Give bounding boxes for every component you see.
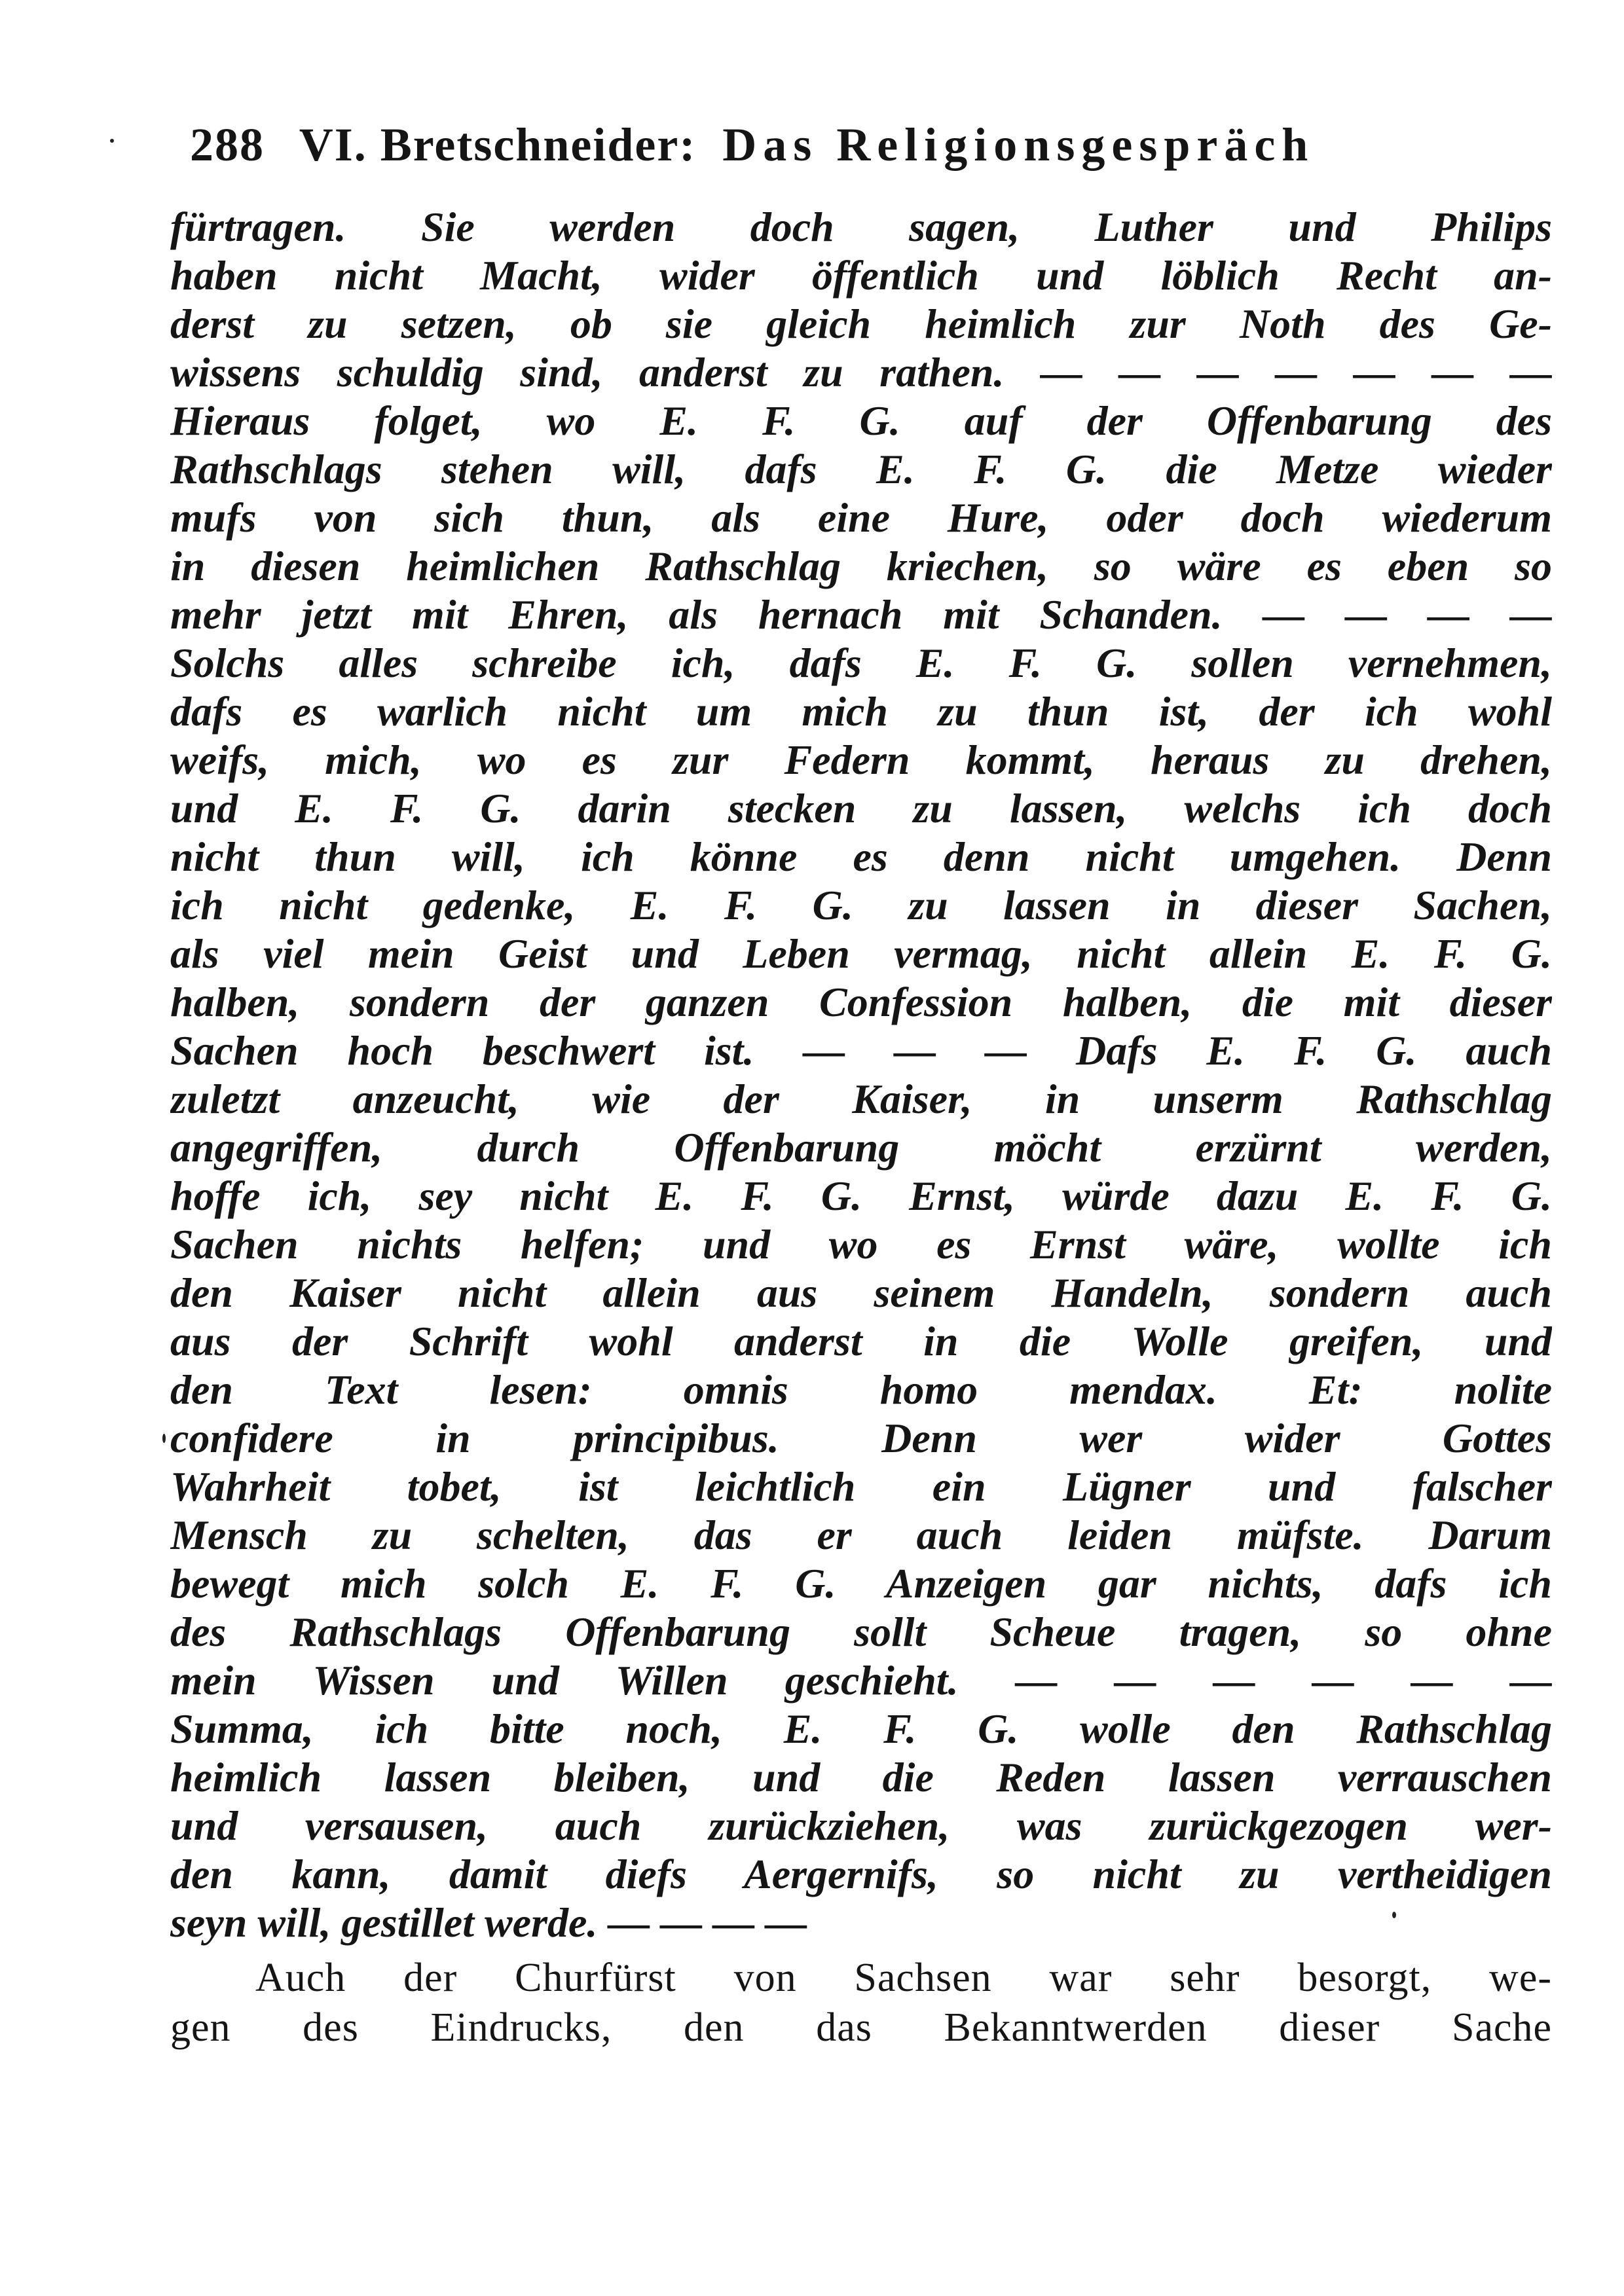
text-line: ich nicht gedenke, E. F. G. zu lassen in dieser Sachen, — [170, 882, 1552, 928]
text-line: aus der Schrift wohl anderst in die Wolle greifen, und — [170, 1318, 1552, 1364]
text-line: dafs es warlich nicht um mich zu thun ist, der ich wohl — [170, 688, 1552, 735]
print-speck — [110, 139, 114, 143]
text-line: Hieraus folget, wo E. F. G. auf der Offenbarung des — [170, 397, 1552, 444]
text-line: den kann, damit diefs Aergernifs, so nicht zu vertheidigen — [170, 1851, 1552, 1897]
text-line: mehr jetzt mit Ehren, als hernach mit Schanden. — — — — — [170, 591, 1552, 638]
print-speck — [162, 1434, 166, 1443]
text-line: bewegt mich solch E. F. G. Anzeigen gar nichts, dafs ich — [170, 1560, 1552, 1607]
text-line: und versausen, auch zurückziehen, was zurückgezogen wer- — [170, 1802, 1552, 1849]
text-line: seyn will, gestillet werde. — — — — — [170, 1899, 807, 1946]
text-line: als viel mein Geist und Leben vermag, nicht allein E. F. G. — [170, 930, 1552, 977]
text-line: Summa, ich bitte noch, E. F. G. wolle den Rathschlag — [170, 1705, 1552, 1752]
text-line: und E. F. G. darin stecken zu lassen, welchs ich doch — [170, 785, 1552, 831]
text-line: mein Wissen und Willen geschieht. — — — — — — — [170, 1657, 1552, 1704]
text-line: derst zu setzen, ob sie gleich heimlich zur Noth des Ge- — [170, 301, 1552, 347]
text-line: Sachen hoch beschwert ist. — — — Dafs E. F. G. auch — [170, 1027, 1552, 1074]
text-line: Solchs alles schreibe ich, dafs E. F. G. sollen vernehmen, — [170, 640, 1552, 686]
text-line: angegriffen, durch Offenbarung möcht erzürnt werden, — [170, 1124, 1552, 1171]
text-line: hoffe ich, sey nicht E. F. G. Ernst, würde dazu E. F. G. — [170, 1173, 1552, 1219]
text-line: des Rathschlags Offenbarung sollt Scheue tragen, so ohne — [170, 1609, 1552, 1655]
text-line: den Kaiser nicht allein aus seinem Handeln, sondern auch — [170, 1269, 1552, 1316]
page-number: 288 — [190, 118, 265, 171]
running-header — [190, 118, 1506, 172]
text-line: weifs, mich, wo es zur Federn kommt, heraus zu drehen, — [170, 737, 1552, 783]
header-title: Das Religionsgespräch — [722, 118, 1315, 171]
text-line: confidere in principibus. Denn wer wider Gottes — [170, 1415, 1552, 1461]
text-line: halben, sondern der ganzen Confession halben, die mit dieser — [170, 979, 1552, 1025]
text-line: Wahrheit tobet, ist leichtlich ein Lügner und falscher — [170, 1463, 1552, 1510]
text-line: zuletzt anzeucht, wie der Kaiser, in unserm Rathschlag — [170, 1076, 1552, 1122]
text-line: gen des Eindrucks, den das Bekanntwerden dieser Sache — [170, 2005, 1552, 2050]
text-line: Rathschlags stehen will, dafs E. F. G. die Metze wieder — [170, 446, 1552, 492]
text-line: nicht thun will, ich könne es denn nicht umgehen. Denn — [170, 833, 1552, 880]
text-line: mufs von sich thun, als eine Hure, oder doch wiederum — [170, 494, 1552, 541]
text-line: wissens schuldig sind, anderst zu rathen. — — — — — — — — [170, 349, 1552, 395]
print-speck — [1392, 1912, 1396, 1918]
text-line: Mensch zu schelten, das er auch leiden müfste. Darum — [170, 1512, 1552, 1558]
chapter-label: VI. Bretschneider: — [299, 118, 697, 171]
text-line: fürtragen. Sie werden doch sagen, Luther und Philips — [170, 204, 1552, 250]
text-line: heimlich lassen bleiben, und die Reden lassen verrauschen — [170, 1754, 1552, 1800]
text-line: Sachen nichts helfen; und wo es Ernst wäre, wollte ich — [170, 1221, 1552, 1267]
text-line: Auch der Churfürst von Sachsen war sehr besorgt, we- — [255, 1956, 1552, 2000]
text-line: haben nicht Macht, wider öffentlich und löblich Recht an- — [170, 252, 1552, 299]
text-line: den Text lesen: omnis homo mendax. Et: nolite — [170, 1366, 1552, 1413]
text-line: in diesen heimlichen Rathschlag kriechen, so wäre es eben so — [170, 543, 1552, 589]
